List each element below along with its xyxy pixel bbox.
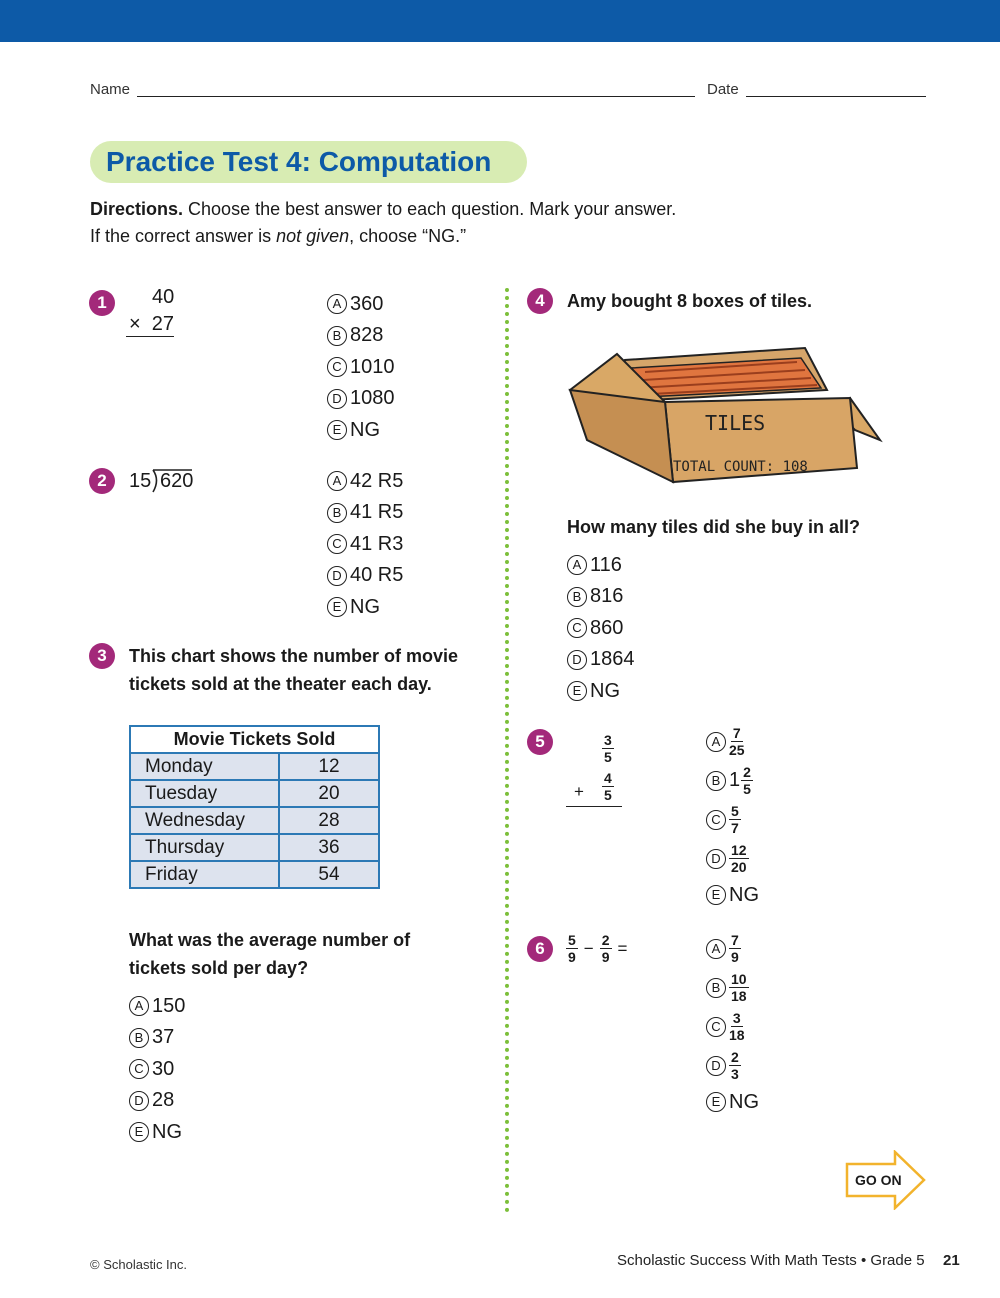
day-cell: Friday: [130, 861, 279, 888]
fraction: [600, 932, 612, 965]
bubble-e[interactable]: E: [706, 885, 726, 905]
q2-option-d[interactable]: [327, 564, 403, 588]
count-cell: 20: [279, 780, 379, 807]
bubble-c[interactable]: C: [706, 1017, 726, 1037]
q5-option-d[interactable]: [706, 839, 759, 878]
question-number-4: 4: [527, 288, 553, 314]
top-banner: [0, 0, 1000, 42]
bubble-a[interactable]: A: [706, 732, 726, 752]
q1-bottom-number: × 27: [129, 313, 175, 335]
bubble-d[interactable]: D: [706, 849, 726, 869]
q4-prompt: Amy bought 8 boxes of tiles.: [567, 291, 813, 311]
option-fraction: [729, 932, 741, 965]
bubble-e[interactable]: E: [567, 681, 587, 701]
option-fraction: [729, 1049, 741, 1082]
name-label: Name: [90, 81, 131, 98]
option-text: 1080: [350, 387, 395, 409]
bubble-a[interactable]: A: [706, 939, 726, 959]
q5-line: [566, 806, 622, 807]
q3-option-d[interactable]: [129, 1089, 185, 1113]
option-text: 1864: [590, 648, 635, 670]
numerator: 7: [732, 725, 741, 741]
q5-option-c[interactable]: [706, 800, 759, 839]
option-text: 860: [590, 616, 624, 639]
bubble-d[interactable]: D: [567, 650, 587, 670]
box-count: TOTAL COUNT: 108: [673, 459, 808, 475]
q2-option-a[interactable]: [327, 469, 403, 493]
option-text: NG: [729, 883, 759, 906]
bubble-b[interactable]: B: [327, 326, 347, 346]
count-cell: 28: [279, 807, 379, 834]
bubble-b[interactable]: B: [706, 978, 726, 998]
option-text: 37: [152, 1026, 175, 1048]
q2-option-c[interactable]: [327, 532, 403, 556]
whole-number: 1: [729, 769, 741, 791]
bubble-d[interactable]: D: [327, 566, 347, 586]
numerator: 2: [601, 932, 610, 948]
denominator: 18: [729, 1027, 745, 1043]
q2-options: [327, 469, 403, 619]
option-text: 150: [152, 994, 186, 1017]
option-text: 41 R5: [350, 501, 404, 523]
q1-option-e[interactable]: [327, 418, 395, 442]
bubble-a[interactable]: A: [567, 555, 587, 575]
directions-text-2b: not given: [276, 226, 350, 246]
question-number-6: 6: [527, 936, 553, 962]
q1-line: [126, 336, 174, 337]
bubble-b[interactable]: B: [327, 503, 347, 523]
book-title: Scholastic Success With Math Tests • Grade 5: [617, 1252, 925, 1269]
option-text: NG: [152, 1120, 182, 1143]
option-fraction: [729, 842, 749, 875]
table-row: [130, 780, 379, 807]
option-text: 1010: [350, 355, 395, 378]
denominator: 9: [601, 949, 610, 965]
question-number-5: 5: [527, 729, 553, 755]
q6-option-b[interactable]: [706, 968, 759, 1007]
count-cell: 12: [279, 753, 379, 780]
denominator: 18: [731, 988, 747, 1004]
bubble-d[interactable]: D: [706, 1056, 726, 1076]
count-cell: 36: [279, 834, 379, 861]
option-fraction: [729, 803, 741, 836]
denominator: 5: [604, 749, 612, 765]
q5-fraction-1: [602, 732, 614, 765]
fraction: [566, 932, 578, 965]
q3-options: [129, 994, 185, 1144]
q4-option-a[interactable]: [567, 553, 635, 577]
q4-option-c[interactable]: [567, 616, 635, 640]
page-number: 21: [943, 1252, 960, 1269]
bubble-b[interactable]: B: [567, 587, 587, 607]
q3-option-e[interactable]: [129, 1120, 185, 1144]
numerator: 5: [568, 932, 576, 948]
q4-options: [567, 553, 635, 703]
numerator: 7: [731, 932, 739, 948]
option-text: 41 R3: [350, 532, 404, 555]
tickets-table: [129, 725, 380, 889]
bubble-a[interactable]: A: [129, 996, 149, 1016]
q2-dividend: 620: [160, 470, 194, 492]
q4-question: How many tiles did she buy in all?: [567, 517, 861, 537]
numerator: 10: [731, 971, 747, 987]
option-text: 116: [590, 553, 622, 576]
q1-option-b[interactable]: [327, 324, 395, 348]
q5-options: [706, 722, 759, 907]
q2-divisor: 15: [129, 470, 152, 492]
directions: [90, 196, 890, 250]
denominator: 25: [729, 742, 745, 758]
bubble-b[interactable]: B: [706, 771, 726, 791]
numerator: 3: [604, 732, 612, 748]
q3-option-c[interactable]: [129, 1057, 185, 1081]
numerator: 2: [731, 1049, 739, 1065]
plus-sign: +: [574, 782, 584, 801]
name-line: [137, 96, 695, 97]
numerator: 4: [604, 770, 612, 786]
bubble-c[interactable]: C: [706, 810, 726, 830]
day-cell: Tuesday: [130, 780, 279, 807]
bubble-e[interactable]: E: [327, 420, 347, 440]
option-fraction: [741, 764, 753, 797]
page-title: Practice Test 4: Computation: [106, 146, 492, 177]
option-text: NG: [729, 1090, 759, 1113]
option-text: 28: [152, 1089, 175, 1111]
directions-text-2c: , choose “NG.”: [349, 226, 467, 246]
question-number-1: 1: [89, 290, 115, 316]
q3-question-line-1: What was the average number of: [129, 930, 411, 950]
directions-text-1: Choose the best answer to each question. Mark your answer.: [183, 199, 677, 219]
table-title: Movie Tickets Sold: [130, 726, 379, 753]
q6-expression: [566, 932, 627, 965]
day-cell: Monday: [130, 753, 279, 780]
box-label: TILES: [705, 411, 766, 435]
q6-option-e[interactable]: [706, 1090, 759, 1114]
denominator: 20: [731, 859, 747, 875]
question-number-3: 3: [89, 643, 115, 669]
q1-options: [327, 292, 395, 442]
column-divider: [505, 288, 509, 1213]
table-row: [130, 861, 379, 888]
bubble-d[interactable]: D: [327, 389, 347, 409]
q4-option-d[interactable]: [567, 648, 635, 672]
option-fraction: [729, 971, 749, 1004]
denominator: 5: [743, 781, 751, 797]
q5-option-b[interactable]: [706, 761, 759, 800]
bubble-c[interactable]: C: [129, 1059, 149, 1079]
bubble-c[interactable]: C: [327, 357, 347, 377]
directions-text-2a: If the correct answer is: [90, 226, 277, 246]
directions-label: Directions.: [90, 199, 184, 219]
q1-top-number: 40: [152, 286, 175, 308]
option-text: 30: [152, 1057, 175, 1080]
option-text: 828: [350, 324, 384, 346]
option-text: NG: [350, 418, 380, 441]
bubble-e[interactable]: E: [706, 1092, 726, 1112]
option-text: 360: [350, 292, 384, 315]
bubble-e[interactable]: E: [129, 1122, 149, 1142]
q1-option-c[interactable]: [327, 355, 395, 379]
q5-option-e[interactable]: [706, 883, 759, 907]
q1-option-d[interactable]: [327, 387, 395, 411]
q5-option-a[interactable]: [706, 722, 759, 761]
option-text: NG: [350, 595, 380, 618]
q4-option-e[interactable]: [567, 679, 635, 703]
minus-sign: −: [583, 938, 594, 958]
bubble-c[interactable]: C: [567, 618, 587, 638]
go-on-label: GO ON: [855, 1172, 902, 1188]
q3-option-a[interactable]: [129, 994, 185, 1018]
denominator: 3: [731, 1066, 739, 1082]
date-line: [746, 96, 926, 97]
bubble-a[interactable]: A: [327, 294, 347, 314]
q3-question: [129, 926, 499, 982]
denominator: 9: [731, 949, 739, 965]
q6-option-c[interactable]: [706, 1007, 759, 1046]
bubble-b[interactable]: B: [129, 1028, 149, 1048]
bubble-a[interactable]: A: [327, 471, 347, 491]
numerator: 2: [743, 764, 751, 780]
table-row: [130, 753, 379, 780]
bubble-d[interactable]: D: [129, 1091, 149, 1111]
tiles-box-illustration: [565, 340, 885, 490]
copyright: © Scholastic Inc.: [90, 1257, 188, 1272]
q3-option-b[interactable]: [129, 1026, 185, 1050]
q3-question-line-2: tickets sold per day?: [129, 958, 309, 978]
bubble-c[interactable]: C: [327, 534, 347, 554]
option-fraction: [729, 1010, 745, 1043]
q6-options: [706, 929, 759, 1114]
option-text: 42 R5: [350, 469, 404, 492]
denominator: 5: [604, 787, 612, 803]
q1-option-a[interactable]: [327, 292, 395, 316]
option-text: NG: [590, 679, 620, 702]
numerator: 12: [731, 842, 747, 858]
question-number-2: 2: [89, 468, 115, 494]
q3-prompt-line-1: This chart shows the number of movie: [129, 646, 459, 666]
denominator: 7: [731, 820, 739, 836]
numerator: 5: [731, 803, 739, 819]
numerator: 3: [732, 1010, 741, 1026]
date-label: Date: [707, 81, 739, 98]
q3-prompt-line-2: tickets sold at the theater each day.: [129, 674, 432, 694]
q6-option-a[interactable]: [706, 929, 759, 968]
denominator: 9: [568, 949, 576, 965]
q5-fraction-2: [602, 770, 614, 803]
q2-option-e[interactable]: [327, 595, 403, 619]
bubble-e[interactable]: E: [327, 597, 347, 617]
count-cell: 54: [279, 861, 379, 888]
q2-option-b[interactable]: [327, 501, 403, 525]
option-text: 40 R5: [350, 564, 404, 586]
q3-prompt: [129, 642, 499, 698]
table-row: [130, 834, 379, 861]
table-row: [130, 807, 379, 834]
equals-sign: =: [617, 938, 628, 958]
day-cell: Wednesday: [130, 807, 279, 834]
q4-option-b[interactable]: [567, 585, 635, 609]
option-fraction: [729, 725, 745, 758]
day-cell: Thursday: [130, 834, 279, 861]
q6-option-d[interactable]: [706, 1046, 759, 1085]
option-text: 816: [590, 585, 624, 607]
